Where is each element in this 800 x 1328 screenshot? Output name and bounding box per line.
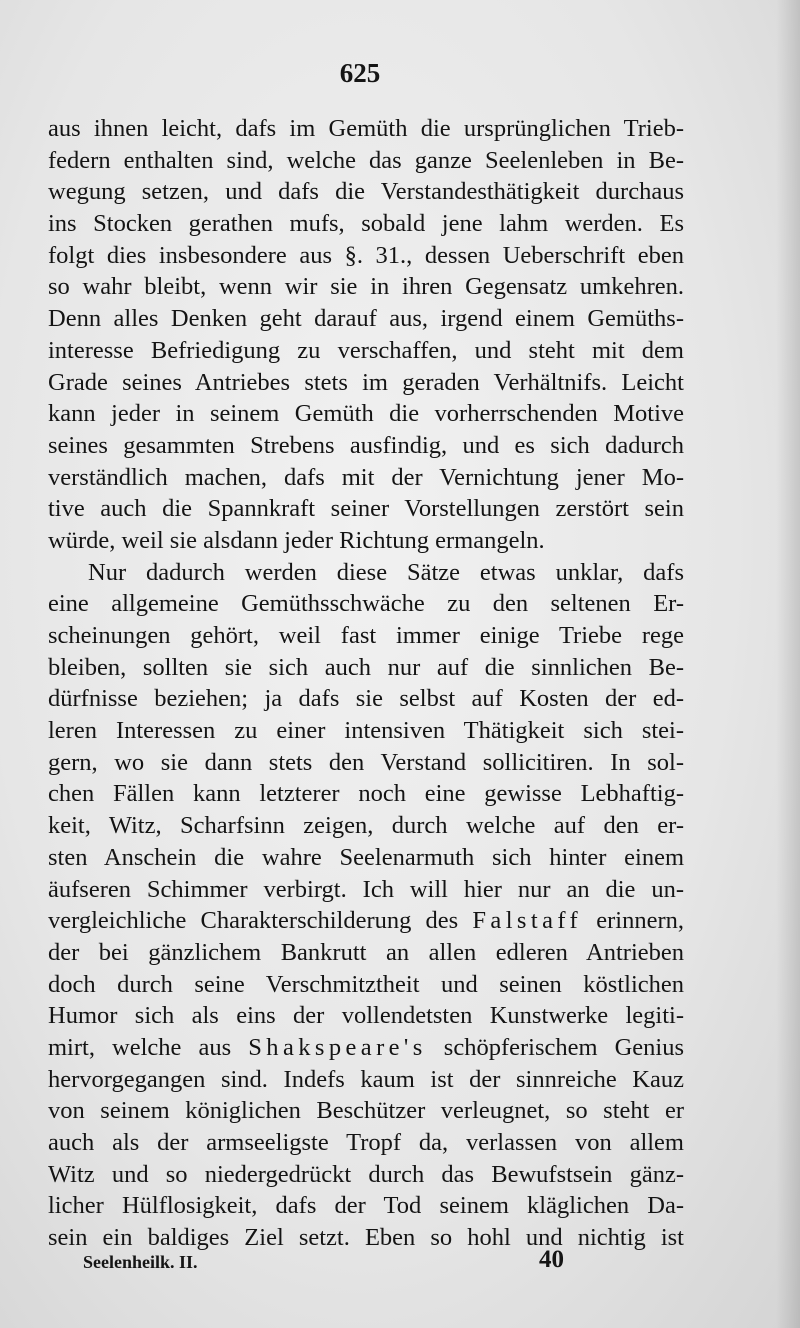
text-line: wegung setzen, und dafs die Verstandesthätigkeit durchaus [48, 178, 684, 206]
emphasized-name-shakspeare: Shakspeare's [248, 1033, 427, 1061]
text-line: sten Anschein die wahre Seelenarmuth sich hinter einem [48, 843, 684, 871]
text-line-with-emphasis [48, 905, 684, 937]
signature-mark: Seelenheilk. II. [83, 1252, 198, 1272]
text-line: auch als der armseeligste Tropf da, verlassen von allem [48, 1129, 684, 1156]
text-line: verständlich machen, dafs mit der Vernichtung jener Mo- [48, 463, 684, 491]
text-segment: erinnern, [596, 907, 684, 935]
text-line: von seinem königlichen Beschützer verleugnet, so steht er [48, 1097, 684, 1125]
text-line: dürfnisse beziehen; ja dafs sie selbst auf Kosten der ed- [48, 685, 684, 713]
sheet-number: 40 [539, 1246, 564, 1273]
text-line-with-emphasis [48, 1032, 684, 1064]
text-line: eine allgemeine Gemüthsschwäche zu den seltenen Er- [48, 590, 684, 618]
text-line: bleiben, sollten sie sich auch nur auf die sinnlichen Be- [48, 653, 684, 681]
text-line: folgt dies insbesondere aus §. 31., dessen Ueberschrift eben [48, 241, 684, 269]
text-line: aus ihnen leicht, dafs im Gemüth die ursprünglichen Trieb- [48, 115, 684, 142]
page-number: 625 [339, 58, 381, 88]
text-line: scheinungen gehört, weil fast immer einige Triebe rege [48, 622, 684, 649]
text-line: doch durch seine Verschmitztheit und seinen köstlichen [48, 970, 684, 998]
text-line: gern, wo sie dann stets den Verstand sollicitiren. In sol- [48, 748, 684, 776]
text-segment: schöpferischem Genius [443, 1033, 685, 1061]
text-line: tive auch die Spannkraft seiner Vorstellungen zerstört sein [48, 495, 684, 523]
text-line: keit, Witz, Scharfsinn zeigen, durch welche auf den er- [48, 812, 684, 840]
text-line: sein ein baldiges Ziel setzt. Eben so hohl und nichtig ist [48, 1224, 684, 1252]
text-line: leren Interessen zu einer intensiven Thätigkeit sich stei- [48, 717, 684, 745]
body-text [48, 113, 684, 1254]
text-line: chen Fällen kann letzterer noch eine gewisse Lebhaftig- [48, 780, 684, 808]
text-line: ins Stocken gerathen mufs, sobald jene lahm werden. Es [48, 210, 684, 238]
text-line: hervorgegangen sind. Indefs kaum ist der sinnreiche Kauz [48, 1065, 684, 1093]
text-line: interesse Befriedigung zu verschaffen, und steht mit dem [48, 336, 684, 364]
paragraph-start-line: Nur dadurch werden diese Sätze etwas unklar, dafs [88, 558, 684, 586]
page-edge-shadow [776, 0, 800, 1328]
text-line: seines gesammten Strebens ausfindig, und es sich dadurch [48, 431, 684, 459]
text-line: so wahr bleibt, wenn wir sie in ihren Gegensatz umkehren. [48, 273, 684, 301]
text-line: kann jeder in seinem Gemüth die vorherrschenden Motive [48, 400, 684, 428]
paragraph-end-line: würde, weil sie alsdann jeder Richtung ermangeln. [48, 526, 545, 554]
text-segment: vergleichliche Charakterschilderung des [48, 907, 459, 935]
text-segment: mirt, welche aus [48, 1033, 232, 1061]
emphasized-name-falstaff: Falstaff [472, 907, 583, 935]
text-line: federn enthalten sind, welche das ganze Seelenleben in Be- [48, 146, 684, 174]
text-line: Witz und so niedergedrückt durch das Bewufstsein gänz- [48, 1160, 684, 1188]
text-line: äufseren Schimmer verbirgt. Ich will hier nur an die un- [48, 875, 684, 903]
text-line: der bei gänzlichem Bankrutt an allen edleren Antrieben [48, 938, 684, 966]
text-line: Humor sich als eins der vollendetsten Kunstwerke legiti- [48, 1002, 684, 1030]
text-line: Grade seines Antriebes stets im geraden Verhältnifs. Leicht [48, 368, 684, 396]
text-line: Denn alles Denken geht darauf aus, irgend einem Gemüths- [48, 305, 684, 333]
text-line: licher Hülflosigkeit, dafs der Tod seinem kläglichen Da- [48, 1192, 684, 1220]
